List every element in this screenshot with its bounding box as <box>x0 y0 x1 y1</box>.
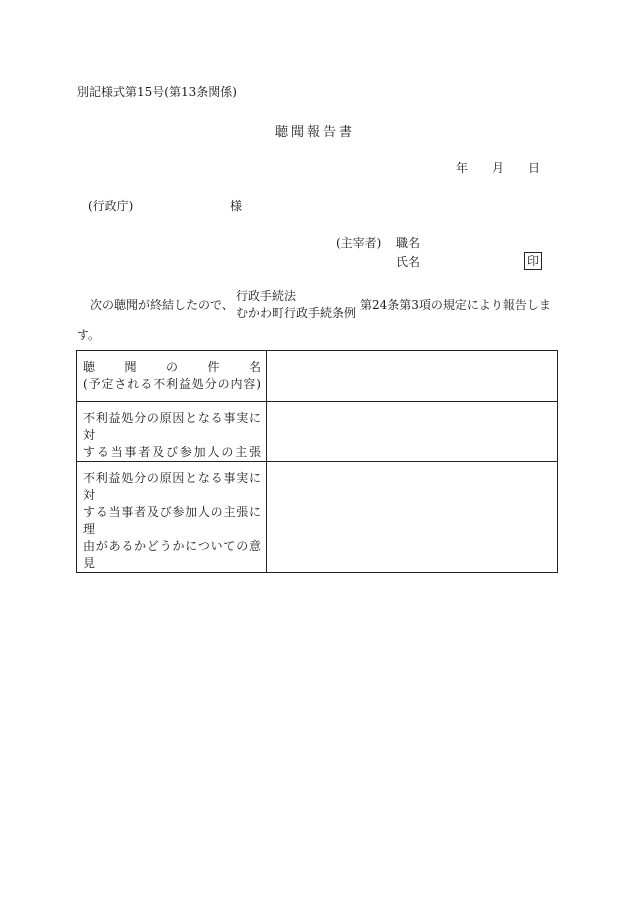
table-row <box>77 402 558 462</box>
law-option-act: 行政手続法 <box>236 289 297 303</box>
body-text-continuation: す。 <box>77 328 101 342</box>
form-number: 別記様式第15号(第13条関係) <box>77 85 237 99</box>
row-label-opinion <box>77 462 267 573</box>
label-line: する当事者及び参加人の主張 <box>83 445 261 459</box>
document-title: 聴聞報告書 <box>274 125 355 140</box>
table-row <box>77 351 558 402</box>
presider-role-label: (主宰者) <box>336 236 382 250</box>
name-label: 氏名 <box>396 255 421 269</box>
report-table <box>76 350 558 573</box>
row-value-claims[interactable] <box>267 402 558 462</box>
body-text-tail: 第24条第3項の規定により報告しま <box>360 298 551 312</box>
addressee-honorific: 様 <box>230 199 243 213</box>
law-option-ordinance: むかわ町行政手続条例 <box>236 306 357 320</box>
body-text-lead: 次の聴聞が終結したので、 <box>90 298 234 312</box>
row-value-hearing-subject[interactable] <box>267 351 558 402</box>
date-month-label: 月 <box>492 161 505 175</box>
label-line: 聴 聞 の 件 名 <box>83 360 261 374</box>
job-title-label: 職名 <box>396 236 421 250</box>
seal-mark: 印 <box>524 252 542 270</box>
label-line: 由があるかどうかについての意見 <box>83 539 261 570</box>
row-label-hearing-subject <box>77 351 267 402</box>
label-line: 不利益処分の原因となる事実に対 <box>83 411 261 442</box>
label-line: 不利益処分の原因となる事実に対 <box>83 471 261 502</box>
row-value-opinion[interactable] <box>267 462 558 573</box>
date-year-label: 年 <box>456 161 469 175</box>
row-label-claims <box>77 402 267 462</box>
addressee-agency: (行政庁) <box>88 199 134 213</box>
table-row <box>77 462 558 573</box>
label-line: (予定される不利益処分の内容) <box>83 377 261 391</box>
date-day-label: 日 <box>528 161 541 175</box>
label-line: する当事者及び参加人の主張に理 <box>83 505 261 536</box>
